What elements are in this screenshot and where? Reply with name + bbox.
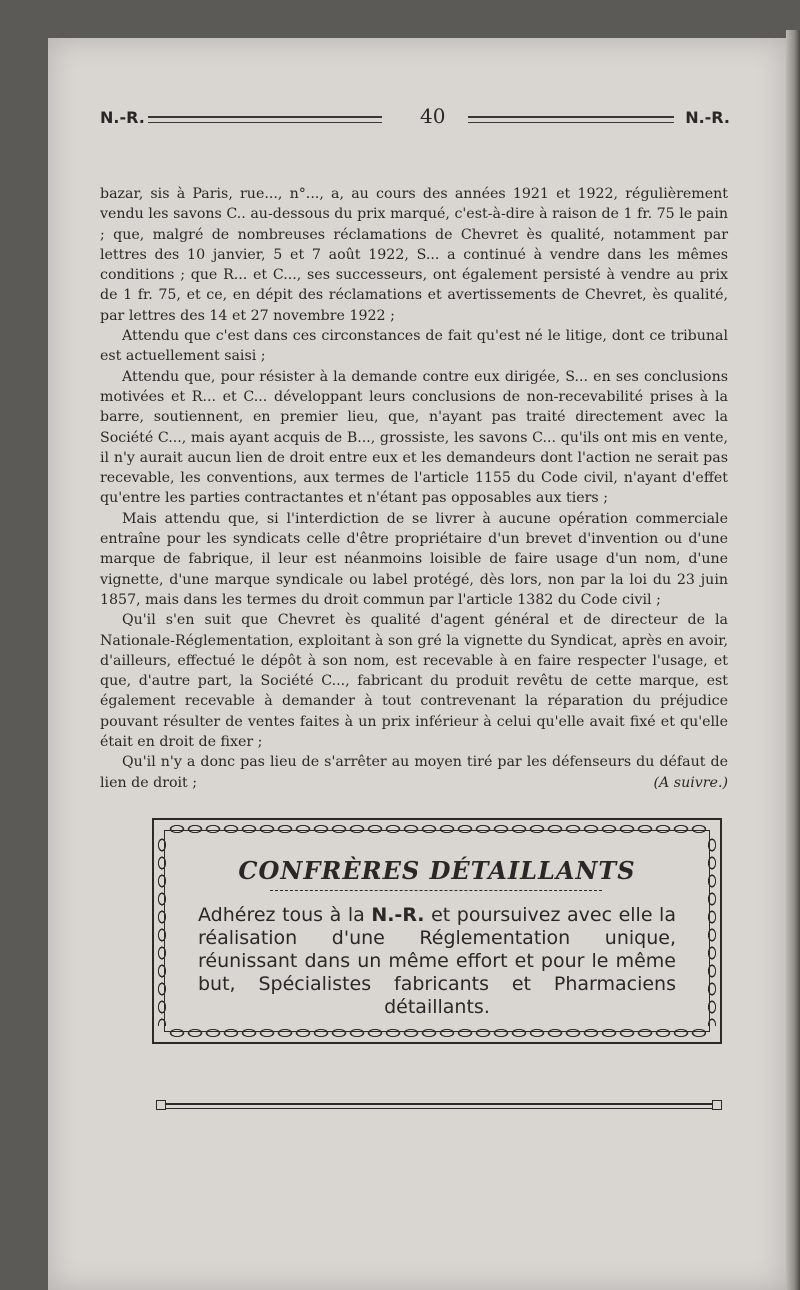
bottom-ornamental-rule — [156, 1100, 722, 1112]
continued-note: (A suivre.) — [653, 774, 728, 791]
advertisement-title: CONFRÈRES DÉTAILLANTS — [238, 856, 636, 885]
paragraph: Qu'il s'en suit que Chevret ès qualité d'agent général et de directeur de la Nationale-Réglementation, exploitant à son gré la vignette du Syndicat, après en avoir, d'ailleurs, effectué le dépôt à son nom, est recevable à en faire respecter l'usage, et que, d'autre part, la Société C..., fabricant du produit revêtu de cette marque, est également recevable à demander à tout contrevenant la réparation du préjudice pouvant résulter de ventes faites à un prix inférieur à celui qu'elle avait fixé et qu'elle était en droit de fixer ; — [100, 612, 728, 751]
advertisement-box — [152, 818, 722, 1044]
chain-border-top — [168, 822, 706, 836]
page-header — [100, 104, 730, 136]
header-left-title: N.-R. — [100, 108, 145, 127]
rule-cap-left — [156, 1100, 166, 1110]
header-rule-left — [148, 116, 382, 123]
advert-text-start: Adhérez tous à la — [198, 904, 372, 926]
advertisement-title-rule — [270, 890, 602, 891]
rule-cap-right — [712, 1100, 722, 1110]
advertisement-text — [198, 904, 676, 1019]
article-body — [100, 184, 728, 793]
page-number: 40 — [420, 104, 446, 128]
header-right-title: N.-R. — [685, 108, 730, 127]
paragraph: Attendu que c'est dans ces circonstances de fait qu'est né le litige, dont ce tribunal est actuellement saisi ; — [100, 328, 728, 365]
paragraph-text: Qu'il n'y a donc pas lieu de s'arrêter au moyen tiré par les défenseurs du défaut de lien de droit ; — [100, 754, 728, 791]
paragraph: Mais attendu que, si l'interdiction de se livrer à aucune opération commerciale entraîne pour les syndicats celle d'être propriétaire d'un brevet d'invention ou d'une marque de fabrique, il leur est néanmoins loisible de faire usage d'un nom, d'une vignette, d'une marque syndicale ou label protégé, dès lors, non par la loi du 23 juin 1857, mais dans les termes du droit commun par l'article 1382 du Code civil ; — [100, 510, 728, 608]
advert-text-bold: N.-R. — [371, 904, 425, 926]
paragraph: bazar, sis à Paris, rue..., n°..., a, au cours des années 1921 et 1922, régulièrement vendu les savons C.. au-dessous du prix marqué, c'est-à-dire à raison de 1 fr. 75 le pain ; que, malgré de nombreuses réclamations de Chevret ès qualité, notamment par lettres des 10 janvier, 5 et 7 août 1922, S... a continué à vendre dans les mêmes conditions ; que R... et C..., ses successeurs, ont également persisté à vendre au prix de 1 fr. 75, et ce, en dépit des réclamations et avertissements de Chevret, ès qualité, par lettres des 14 et 27 novembre 1922 ; — [100, 186, 728, 324]
chain-border-bottom — [168, 1026, 706, 1040]
page-edge — [786, 30, 800, 1290]
header-rule-right — [468, 116, 674, 123]
paragraph-last — [100, 752, 728, 793]
advert-text-end: et poursuivez avec elle la réalisation d'une Réglementation unique, réunissant dans un même effort et pour le même but, Spécialistes fabricants et Pharmaciens détaillants. — [198, 904, 676, 1018]
paragraph: Attendu que, pour résister à la demande contre eux dirigée, S... en ses conclusions motivées et R... et C... développant leurs conclusions de non-recevabilité prises à la barre, soutiennent, en premier lieu, que, n'ayant pas traité directement avec la Société C..., mais ayant acquis de B..., grossiste, les savons C... qu'ils ont mis en vente, il n'y aurait aucun lien de droit entre eux et les demandeurs dont l'action ne serait pas recevable, les conventions, aux termes de l'article 1155 du Code civil, n'ayant d'effet qu'entre les parties contractantes et n'étant pas opposables aux tiers ; — [100, 368, 728, 507]
rule-line — [166, 1103, 712, 1109]
